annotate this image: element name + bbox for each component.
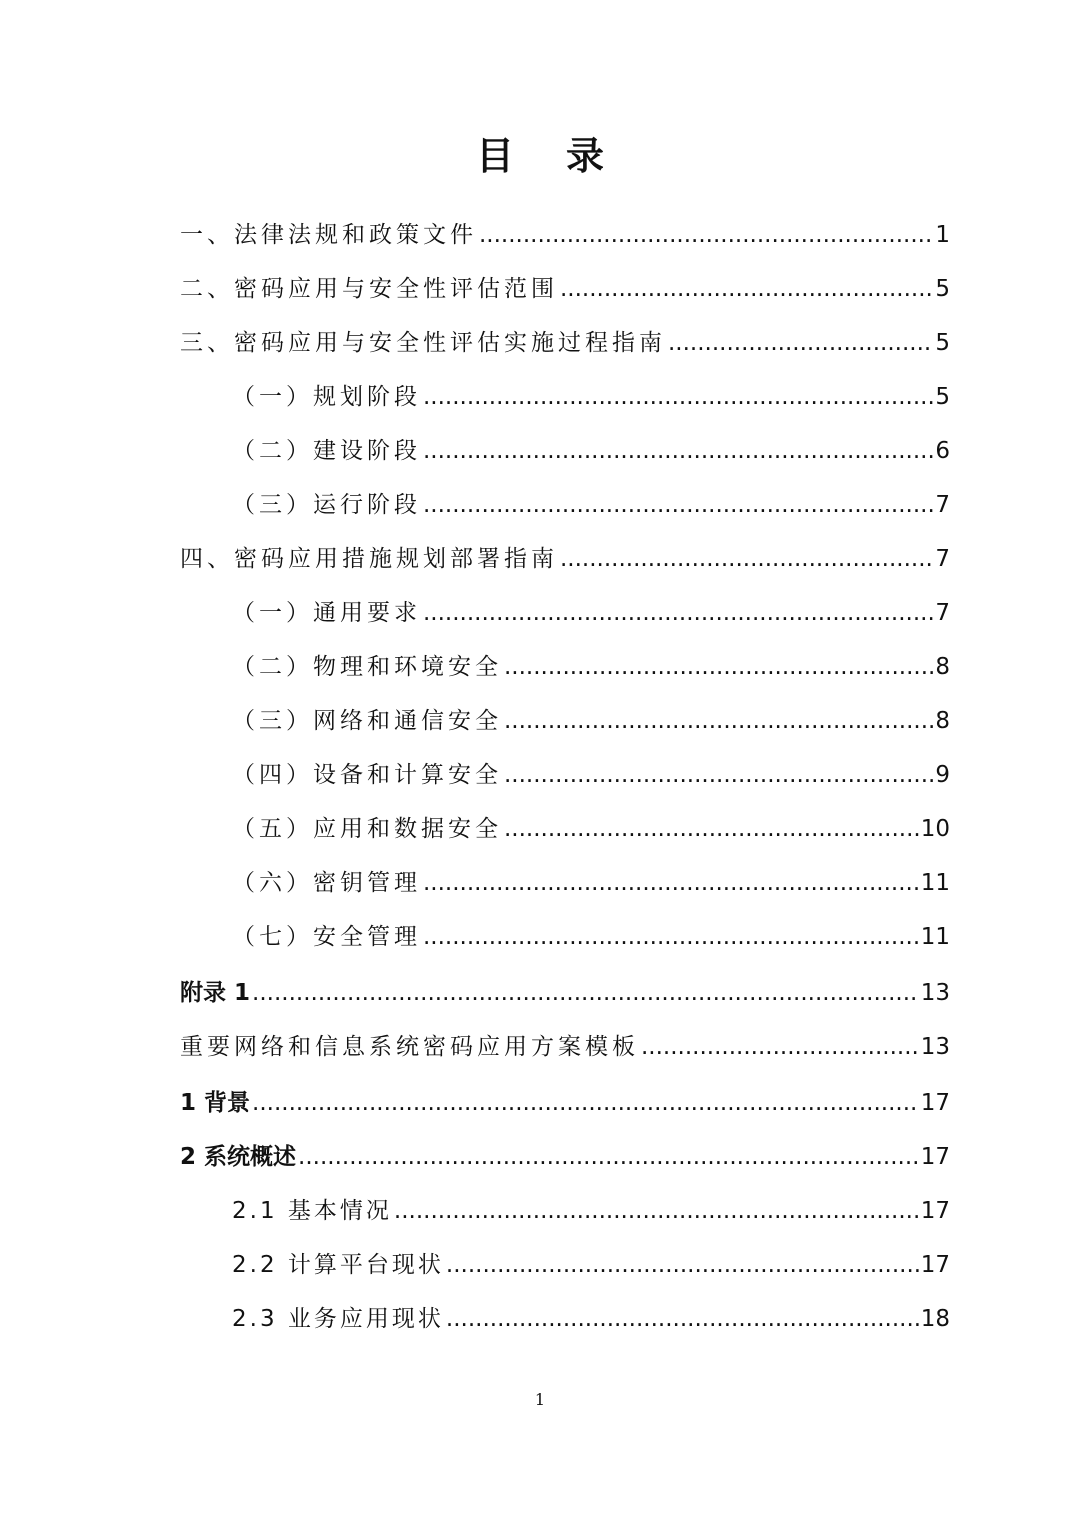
page-number: 1	[534, 1390, 546, 1409]
toc-entry-page: 6	[935, 438, 950, 464]
toc-entry[interactable]	[180, 973, 950, 1013]
toc-leader-dots	[252, 973, 919, 1013]
toc-entry[interactable]	[232, 485, 950, 525]
toc-leader-dots	[423, 917, 919, 957]
toc-entry-title: 一、法律法规和政策文件	[180, 222, 477, 248]
toc-entry-title: （三）运行阶段	[232, 492, 421, 518]
toc-entry-title: （一）通用要求	[232, 600, 421, 626]
toc-leader-dots	[446, 1299, 919, 1339]
toc-entry[interactable]	[180, 1083, 950, 1123]
toc-entry-page: 5	[935, 384, 950, 410]
toc-entry[interactable]	[232, 431, 950, 471]
toc-leader-dots	[423, 431, 933, 471]
toc-leader-dots	[560, 269, 933, 309]
toc-entry-title: 重要网络和信息系统密码应用方案模板	[180, 1034, 639, 1060]
toc-entry-title: 2.2 计算平台现状	[232, 1252, 444, 1278]
toc-leader-dots	[298, 1137, 919, 1177]
toc-entry-title: （三）网络和通信安全	[232, 708, 502, 734]
toc-leader-dots	[641, 1027, 919, 1067]
toc-entry-page: 5	[935, 276, 950, 302]
toc-entry-title: 1 背景	[180, 1090, 251, 1116]
toc-entry-page: 9	[935, 762, 950, 788]
toc-entry[interactable]	[232, 1299, 950, 1339]
toc-entry-page: 11	[920, 924, 950, 950]
toc-entry-title: 四、密码应用措施规划部署指南	[180, 546, 558, 572]
toc-entry-page: 7	[935, 600, 950, 626]
toc-leader-dots	[560, 539, 933, 579]
toc-entry[interactable]	[232, 809, 950, 849]
toc-entry-page: 13	[920, 1034, 950, 1060]
toc-leader-dots	[479, 215, 933, 255]
toc-entry-page: 11	[920, 870, 950, 896]
toc-entry[interactable]	[232, 701, 950, 741]
toc-entry[interactable]	[232, 917, 950, 957]
toc-entry-page: 17	[920, 1090, 950, 1116]
toc-entry-page: 17	[920, 1252, 950, 1278]
toc-leader-dots	[423, 863, 919, 903]
toc-entry-page: 7	[935, 492, 950, 518]
toc-leader-dots	[504, 755, 933, 795]
toc-entry[interactable]	[180, 323, 950, 363]
toc-entry-page: 7	[935, 546, 950, 572]
toc-entry-page: 10	[920, 816, 950, 842]
toc-entry-page: 18	[920, 1306, 950, 1332]
toc-entry[interactable]	[232, 1191, 950, 1231]
toc-entry-title: 二、密码应用与安全性评估范围	[180, 276, 558, 302]
toc-entry[interactable]	[180, 1027, 950, 1067]
toc-entry-title: 2.1 基本情况	[232, 1198, 392, 1224]
toc-entry-title: （一）规划阶段	[232, 384, 421, 410]
toc-leader-dots	[504, 701, 933, 741]
toc-entry-title: 附录 1	[180, 980, 251, 1006]
toc-entry[interactable]	[180, 215, 950, 255]
toc-leader-dots	[423, 377, 933, 417]
toc-entry-page: 5	[935, 330, 950, 356]
toc-entry[interactable]	[180, 1137, 950, 1177]
toc-leader-dots	[446, 1245, 919, 1285]
toc-leader-dots	[423, 485, 933, 525]
toc-entry[interactable]	[180, 539, 950, 579]
toc-entry-page: 8	[935, 654, 950, 680]
toc-entry-page: 17	[920, 1144, 950, 1170]
toc-entry[interactable]	[232, 377, 950, 417]
toc-entry-title: （四）设备和计算安全	[232, 762, 502, 788]
toc-leader-dots	[252, 1083, 919, 1123]
toc-leader-dots	[423, 593, 933, 633]
toc-entry-title: （五）应用和数据安全	[232, 816, 502, 842]
toc-leader-dots	[668, 323, 933, 363]
toc-entry-page: 8	[935, 708, 950, 734]
toc-entry-title: （六）密钥管理	[232, 870, 421, 896]
toc-entry-title: （二）建设阶段	[232, 438, 421, 464]
toc-entry-page: 17	[920, 1198, 950, 1224]
toc-entry[interactable]	[232, 647, 950, 687]
page-title: 目录	[475, 134, 656, 178]
toc-entry[interactable]	[232, 593, 950, 633]
toc-entry-page: 1	[935, 222, 950, 248]
toc-leader-dots	[504, 647, 933, 687]
toc-entry-title: 三、密码应用与安全性评估实施过程指南	[180, 330, 666, 356]
toc-entry-title: 2.3 业务应用现状	[232, 1306, 444, 1332]
toc-entry-title: 2 系统概述	[180, 1144, 297, 1170]
toc-entry[interactable]	[232, 863, 950, 903]
toc-entry-page: 13	[920, 980, 950, 1006]
toc-entry[interactable]	[232, 1245, 950, 1285]
toc-leader-dots	[394, 1191, 919, 1231]
toc-entry[interactable]	[180, 269, 950, 309]
toc-entry-title: （七）安全管理	[232, 924, 421, 950]
toc-leader-dots	[504, 809, 919, 849]
toc-entry[interactable]	[232, 755, 950, 795]
toc-entry-title: （二）物理和环境安全	[232, 654, 502, 680]
